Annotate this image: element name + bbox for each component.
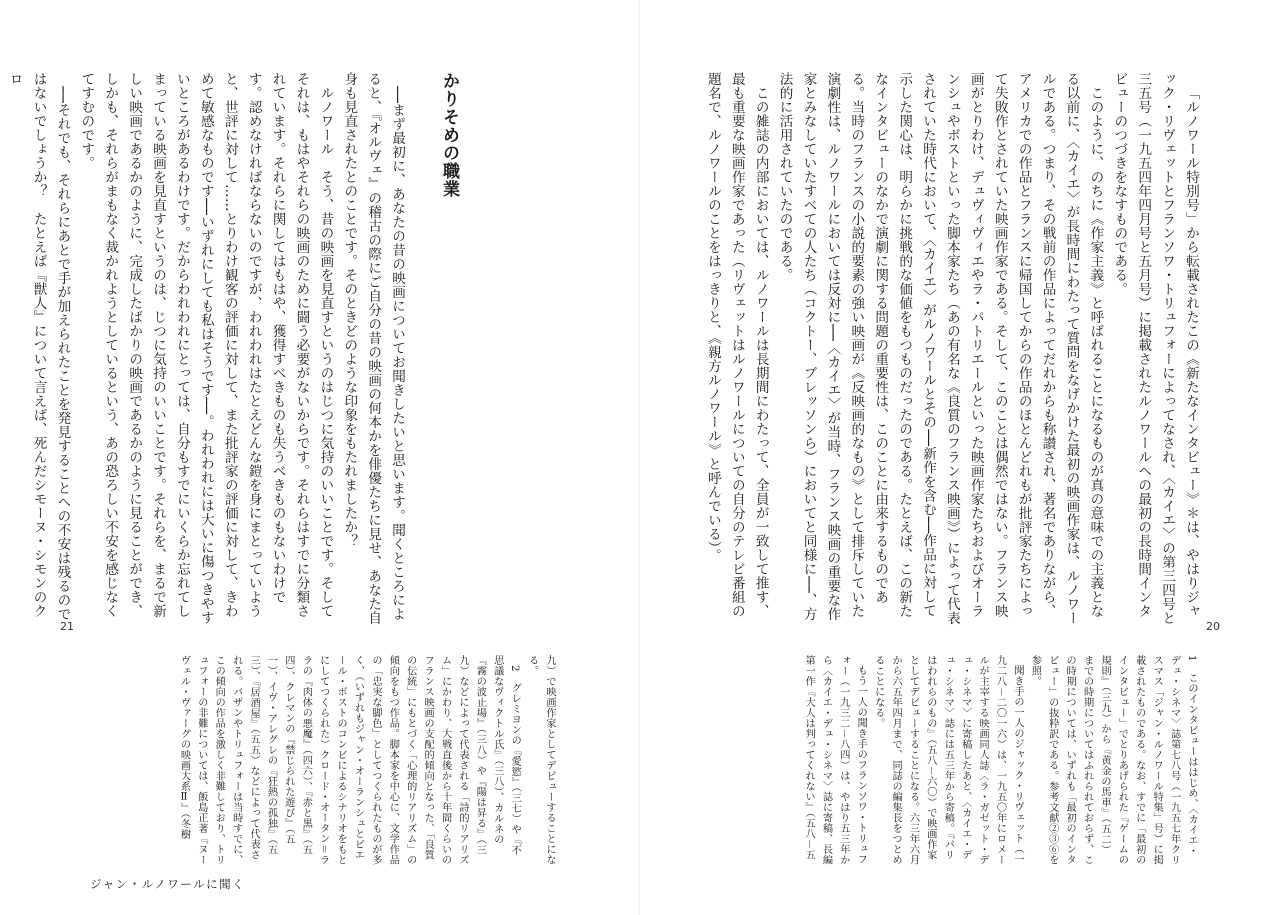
running-title: ジャン・ルノワールに聞く [90, 877, 246, 891]
footnote: 九）で映画作家としてデビューすることになる。 [526, 655, 555, 865]
footnote: 聞き手の一人のジャック・リヴェット（一九二八－二〇一六）は、一九五〇年にロメールが主宰する映画同人誌〈ラ・ガゼット・デュ・シネマ〉に寄稿したあと、〈カイエ・デュ・シネマ〉誌には五三年から寄稿。『パリはわれらのもの』（五八－六〇）で映画作家としてデビューすることになる。六三年六月から六五年四月まで、同誌の編集長をつとめることになる。 [872, 655, 1023, 865]
page-number-right: 20 [1206, 620, 1220, 633]
left-page-notes [148, 655, 558, 865]
paragraph: 「ルノワール特別号」から転載されたこの《新たなインタビュー》＊は、やはりジャック・リヴェットとフランソワ・トリュフォーによってなされ、〈カイエ〉の第三四号と三五号（一九五四年四月号と五月号）に掲載されたルノワールへの最初の長時間インタビューのつづきをなすものである。 [1111, 72, 1199, 626]
interview-question: ──まず最初に、あなたの昔の映画についてお聞きしたいと思います。聞くところによると、『オルヴェ』の稽古の際にご自分の昔の映画の何本かを俳優たちに見せ、あなた自身も見直されたとのことです。そのときどのような印象をもたれましたか？ [341, 72, 406, 626]
interview-question: ──それでも、それらにあとで手が加えられたことを発見することへの不安は残るのではないでしょうか？ たとえば『獣人』について言えば、死んだシモーヌ・シモンのクロ [6, 72, 71, 621]
section-heading: かりそめの職業 [439, 72, 459, 198]
right-page-notes [642, 655, 1200, 865]
footnote: 2 グレミヨンの『愛慾』（三七）や『不思議なヴィクトル氏』（三八）、カルネの『霧の波止場』（三八）や『陽は昇る』（三九）などによって代表される「詩的リアリズム」にかわり、大戦直後から十年間くらいのフランス映画の支配的傾向となった、「良質の伝統」にもとづく「心理的リアリズム」の傾向をもつ作品。脚本家を中心に、文学作品の「忠実な脚色」としてつくられたものが多く、（いずれもジャン・オーランシュとピエール・ボストのコンビによるシナリオをもとにしてつくられた）クロード・オータン＝ララの『肉体の悪魔』（四六）、『赤と黒』（五四）、クレマンの『禁じられた遊び』（五一）、イヴ・アレグレの『狂熱の孤独』（五三）、『居酒屋』（五五）などによって代表される。バザンやトリュフォーは当時すでに、この傾向の作品を激しく非難しており、トリュフォーの非難については、飯島正著『ヌーヴェル・ヴァーグの映画大系Ⅱ』（冬樹 [178, 655, 521, 865]
footnote: 1 このインタビューははじめ、〈カイエ・デュ・シネマ〉誌第七八号（一九五七年クリスマス「ジャン・ルノワール特集」号）に掲載されたものである。なお、すでに「最初のインタビュー」でとりあげられた『ゲームの規則』（三九）から『黄金の馬車』（五二）までの時期についてはふれられておらず、この時期については、いずれも「最初のインタビュー」の抜粋訳である。参考文献②③⑥を参照。 [1029, 655, 1197, 865]
interview-answer: ルノワール そう、昔の映画を見直すというのはじつに気持のいいことです。そしてそれは、もはやそれらの映画のために闘う必要がないからです。それらはすでに分類されています。それらに関してはもはや、獲得すべきものも失うべきものもないわけです。認めなければならないのですが、われわれはたとえどんな鎧を身にまとっていようと、世評に対して……とりわけ観客の評価に対して、また批評家の評価に対して、きわめて敏感なものです──いずれにしても私はそうです──。われわれには大いに傷つきやすいところがあるわけです。だからわれわれにとっては、自分もすでにいくらか忘れてしまっている映画を見直すというのは、じつに気持のいいことです。それらを、まるで新しい映画であるかのように、完成したばかりの映画であるかのように見ることができ、しかも、それらがまもなく裁かれようとしているという、あの恐ろしい不安を感じなくてすむのです。 [78, 72, 334, 625]
right-page-main-text [642, 72, 1202, 627]
paragraph: この雑誌の内部においては、ルノワールは長期間にわたって、全員が一致して推す、最も重要な映画作家であった（リヴェットはルノワールについての自分のテレビ番組の題名で、ルノワールのことをはっきりと、《親方ルノワール》と呼んでいる）。 [704, 72, 769, 618]
page-gutter [639, 0, 640, 915]
paragraph: このように、のちに《作家主義》と呼ばれることになるものが真の意味での主義となる以前に、〈カイエ〉が長時間にわたって質問をなげかけた最初の映画作家は、ルノワールである。つまり、その戦前の作品によってだれからも称讃され、著名でありながら、アメリカでの作品とフランスに帰国してからの作品のほとんどれもが批評家たちによって失敗作とされていた映画作家である。そして、このことは偶然ではない。フランス映画がとりわけ、デュヴィヴィエやラ・パトリエールといった映画作家たちおよびオーランシュやボストといった脚本家たち（あの有名な《良質のフランス映画》）によって代表されていた時代において、〈カイエ〉がルノワールとその──新作を含む──作品に対して示した関心は、明らかに挑戦的な価値をもつものだったのである。たとえば、この新たなインタビューのなかで演劇に関する問題の重要性は、このことに由来するものである。当時のフランスの小説的要素の強い映画が《反映画的なもの》として排斥していた演劇性は、ルノワールにおいては反対に──〈カイエ〉が当時、フランス映画の重要な作家とみなしていたすべての人たち（コクトー、ブレッソンら）においてと同様に──、方法的に活用されていたのである。 [776, 72, 1104, 626]
page-number-left: 21 [60, 620, 74, 633]
footnote: もう一人の聞き手のフランソワ・トリュフォー（一九三二－八四）は、やはり五三年から〈カイエ・デュ・シネマ〉誌に寄稿、長編第一作『大人は判ってくれない』（五八－五 [803, 655, 867, 865]
